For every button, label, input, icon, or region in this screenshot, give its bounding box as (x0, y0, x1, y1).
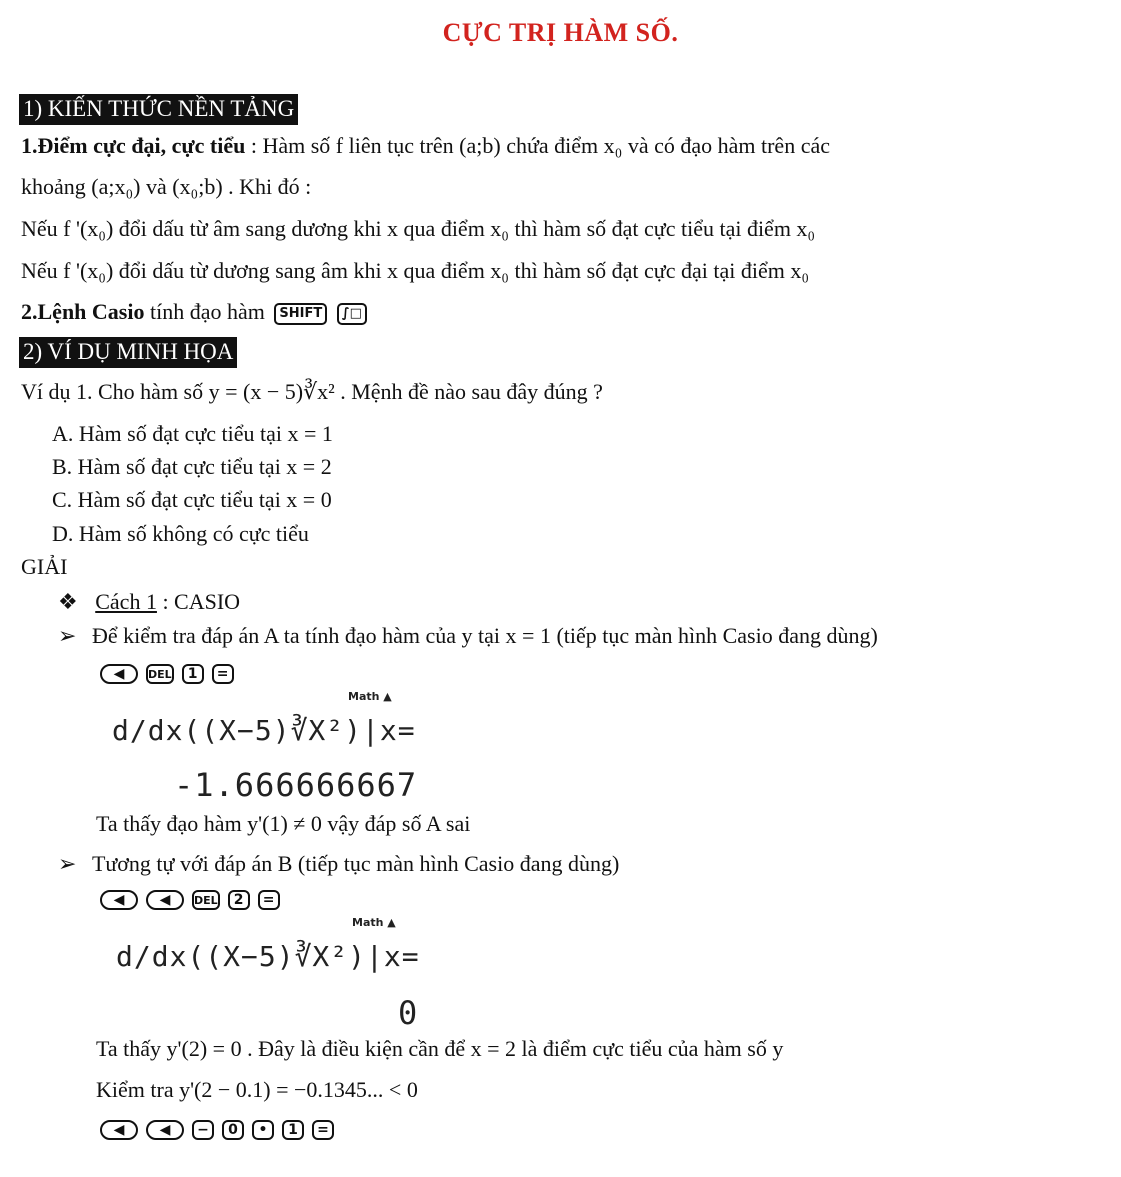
step-a-text: Để kiểm tra đáp án A ta tính đạo hàm của y tại x = 1 (tiếp tục màn hình Casio đang dùng) (91, 623, 878, 648)
calculator-screen-b (116, 914, 436, 1034)
example-text: Cho hàm số y = (x − 5)∛x² . Mệnh đề nào sau đây đúng ? (98, 379, 603, 404)
item1-label: 1.Điểm cực đại, cực tiểu (21, 133, 246, 158)
item2-line (21, 298, 367, 326)
conclusion-b: Ta thấy y'(2) = 0 . Đây là điều kiện cần để x = 2 là điểm cực tiểu của hàm số y (96, 1036, 784, 1061)
two-key-icon: 2 (228, 890, 250, 910)
calculator-screen-a (112, 688, 432, 808)
method-line (58, 588, 240, 616)
option-d: D. Hàm số không có cực tiểu (52, 521, 309, 546)
keys-row-b (100, 890, 280, 910)
example-label: Ví dụ 1. (21, 379, 93, 404)
left-arrow-key-icon: ◀ (146, 890, 184, 910)
calc-result: -1.666666667 (174, 766, 418, 804)
calc-expression: d/dx((X−5)∛X²)|x= (112, 714, 416, 747)
one-key-icon: 1 (182, 664, 204, 684)
keys-row-a (100, 664, 234, 684)
arrow-bullet-icon: ➢ (58, 623, 77, 648)
math-indicator: Math ▲ (348, 690, 392, 703)
calc-expression: d/dx((X−5)∛X²)|x= (116, 940, 420, 973)
step-b-line (58, 850, 619, 878)
shift-key-icon: SHIFT (274, 303, 327, 325)
rule-minimum: Nếu f '(x₀) đổi dấu từ âm sang dương khi x qua điểm x₀ thì hàm số đạt cực tiểu tại điểm x₀ (21, 216, 816, 241)
del-key-icon: DEL (192, 890, 220, 910)
del-key-icon: DEL (146, 664, 174, 684)
solution-label: GIẢI (21, 554, 68, 579)
keys-row-c (100, 1120, 334, 1140)
one-key-icon: 1 (282, 1120, 304, 1140)
section-heading-1: 1) KIẾN THỨC NỀN TẢNG (19, 94, 298, 125)
item1-text: : Hàm số f liên tục trên (a;b) chứa điểm x₀ và có đạo hàm trên các (250, 133, 830, 158)
calc-result: 0 (398, 994, 419, 1032)
math-indicator: Math ▲ (352, 916, 396, 929)
example-line (21, 378, 603, 406)
zero-key-icon: 0 (222, 1120, 244, 1140)
option-a: A. Hàm số đạt cực tiểu tại x = 1 (52, 421, 333, 446)
item1-line (21, 132, 830, 160)
equals-key-icon: = (312, 1120, 334, 1140)
left-arrow-key-icon: ◀ (100, 664, 138, 684)
page-title: CỰC TRỊ HÀM SỐ. (442, 18, 679, 47)
option-b: B. Hàm số đạt cực tiểu tại x = 2 (52, 454, 332, 479)
integral-key-icon: ∫□ (337, 303, 367, 325)
left-arrow-key-icon: ◀ (146, 1120, 184, 1140)
item2-text: tính đạo hàm (149, 299, 265, 324)
conclusion-a: Ta thấy đạo hàm y'(1) ≠ 0 vậy đáp số A sai (96, 811, 471, 836)
equals-key-icon: = (258, 890, 280, 910)
method-text: : CASIO (162, 589, 241, 614)
rule-maximum: Nếu f '(x₀) đổi dấu từ dương sang âm khi x qua điểm x₀ thì hàm số đạt cực đại tại điểm x₀ (21, 258, 809, 283)
equals-key-icon: = (212, 664, 234, 684)
minus-key-icon: − (192, 1120, 214, 1140)
method-label: Cách 1 (95, 589, 157, 614)
check-text: Kiểm tra y'(2 − 0.1) = −0.1345... < 0 (96, 1077, 418, 1102)
step-b-text: Tương tự với đáp án B (tiếp tục màn hình Casio đang dùng) (91, 851, 620, 876)
item2-label: 2.Lệnh Casio (21, 299, 145, 324)
left-arrow-key-icon: ◀ (100, 1120, 138, 1140)
left-arrow-key-icon: ◀ (100, 890, 138, 910)
item1-text2: khoảng (a;x₀) và (x₀;b) . Khi đó : (21, 174, 312, 199)
step-a-line (58, 622, 878, 650)
section-heading-2: 2) VÍ DỤ MINH HỌA (19, 337, 237, 368)
diamond-bullet-icon: ❖ (58, 589, 78, 614)
arrow-bullet-icon: ➢ (58, 851, 77, 876)
dot-key-icon: • (252, 1120, 274, 1140)
option-c: C. Hàm số đạt cực tiểu tại x = 0 (52, 487, 332, 512)
